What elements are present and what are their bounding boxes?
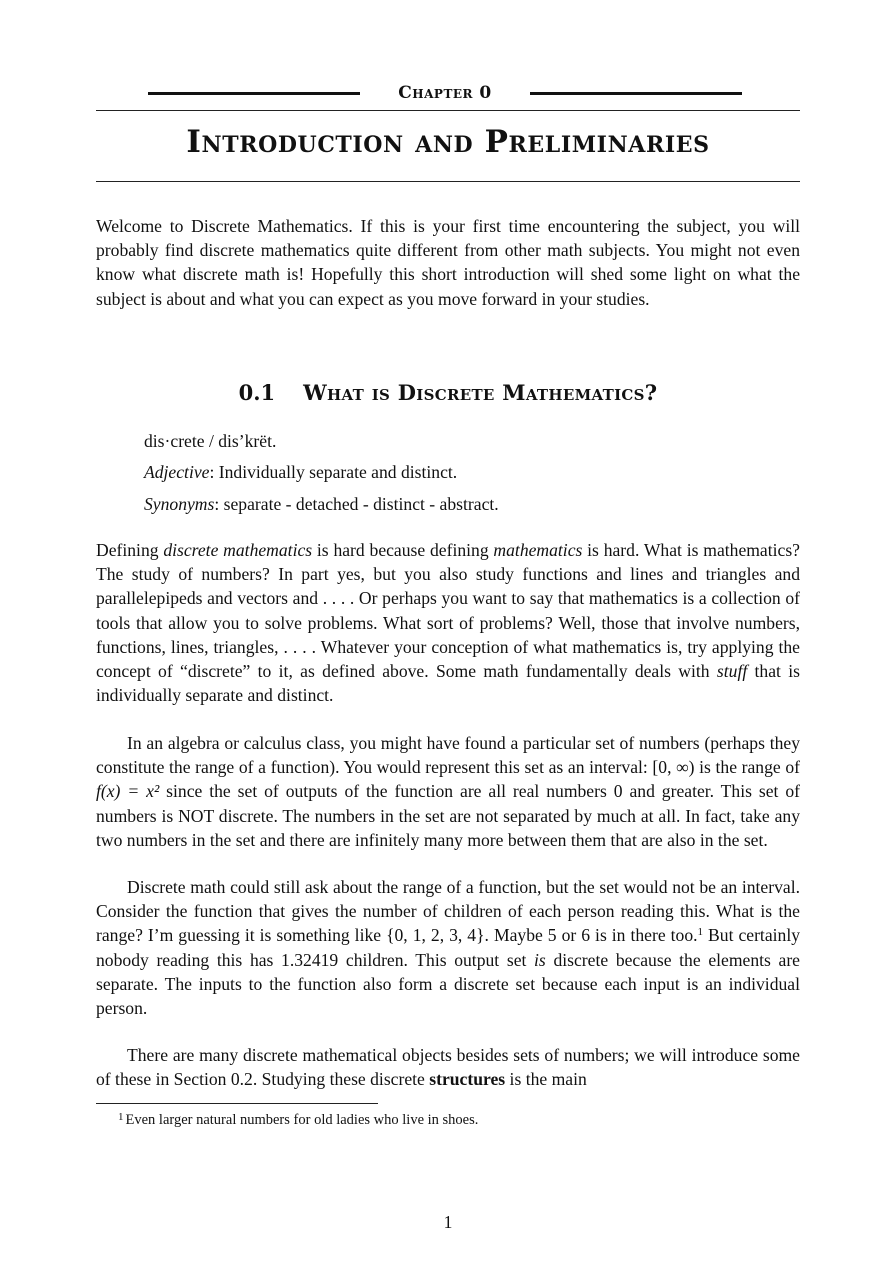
chapter-rule-right	[530, 92, 742, 95]
body-paragraph-2	[96, 731, 800, 852]
footnote-text: Even larger natural numbers for old ladies who live in shoes.	[125, 1112, 479, 1128]
section-title: What is Discrete Mathematics?	[303, 380, 658, 405]
chapter-label-row	[148, 83, 742, 107]
p4-bold-structures: structures	[429, 1069, 506, 1090]
footnote-rule	[96, 1103, 378, 1104]
chapter-rule-top	[96, 110, 800, 111]
footnote	[118, 1108, 798, 1129]
page-number: 1	[443, 1212, 453, 1232]
synonyms-text: : separate - detached - distinct - abstract.	[214, 494, 499, 514]
definition-pronunciation: dis·crete / dis’krët.	[144, 431, 277, 451]
p3-emph-is: is	[534, 949, 546, 970]
synonyms-label: Synonyms	[144, 494, 215, 514]
adjective-text: : Individually separate and distinct.	[209, 462, 458, 482]
body-paragraph-3	[96, 875, 800, 1020]
section-number: 0.1	[238, 380, 276, 405]
chapter-title: Introduction and Preliminaries	[186, 124, 710, 160]
p1-text-c: is hard because defining	[312, 540, 494, 560]
definition-synonyms	[144, 492, 794, 516]
p2-text-b: since the set of outputs of the function are all real numbers 0 and greater. This set of numbers is NOT discrete. The numbers in the set are not separated by much at all. In fact, take any two numbers in the set and there are infinitely many more between them that are also in the set.	[96, 781, 800, 850]
p2-math-function: f(x) = x²	[96, 781, 160, 802]
p1-text-e: is hard. What is mathematics? The study of numbers? In part yes, but you also study functions and lines and triangles and parallelepipeds and vectors and . . . . Or perhaps you want to say that mathematics is a collection of tools that allow you to solve problems. What sort of problems? Well, those that involve numbers, functions, lines, triangles, . . . . Whatever your conception of what mathematics is, try applying the concept of “discrete” to it, as defined above. Some math fundamentally deals with	[96, 540, 800, 682]
p1-text-a: Defining	[96, 540, 164, 560]
definition-adjective	[144, 460, 794, 484]
body-paragraph-1	[96, 538, 800, 707]
p4-text-c: is the main	[505, 1069, 587, 1090]
p3-text-a: Discrete math could still ask about the range of a function, but the set would not be an interval. Consider the function that gives the number of children of each person reading this. What is the range? I’m guessing it is something like {0, 1, 2, 3, 4}. Maybe 5 or 6 is in there too.	[96, 877, 800, 946]
body-paragraph-4	[96, 1043, 800, 1091]
section-heading	[96, 380, 800, 405]
p1-emph-mathematics: mathematics	[493, 540, 583, 560]
p1-emph-discrete-mathematics: discrete mathematics	[163, 540, 313, 560]
chapter-label: Chapter 0	[398, 83, 492, 103]
p4-text-a: There are many discrete mathematical objects besides sets of numbers; we will introduce some of these in Section 0.2. Studying these discrete	[96, 1045, 800, 1090]
footnote-reference[interactable]: 1	[697, 926, 704, 939]
p3-text-b: But certainly nobody reading this has 1.32419 children. This output set	[96, 925, 800, 970]
p2-text-a: In an algebra or calculus class, you might have found a particular set of numbers (perhaps they constitute the range of a function). You would represent this set as an interval: [0, ∞) is the range of	[96, 733, 800, 778]
p3-text-d: discrete because the elements are separate. The inputs to the function also form a discrete set because each input is an individual person.	[96, 949, 800, 1019]
p1-text-g: that is individually separate and distinct.	[96, 661, 800, 706]
chapter-rule-bottom	[96, 181, 800, 182]
adjective-label: Adjective	[144, 462, 210, 482]
footnote-mark: 1	[118, 1111, 124, 1123]
p1-emph-stuff: stuff	[716, 661, 748, 682]
intro-paragraph: Welcome to Discrete Mathematics. If this is your first time encountering the subject, you will probably find discrete mathematics quite different from other math subjects. You might not even know what discrete math is! Hopefully this short introduction will shed some light on what the subject is about and what you can expect as you move forward in your studies.	[96, 216, 800, 309]
page	[96, 0, 800, 1280]
